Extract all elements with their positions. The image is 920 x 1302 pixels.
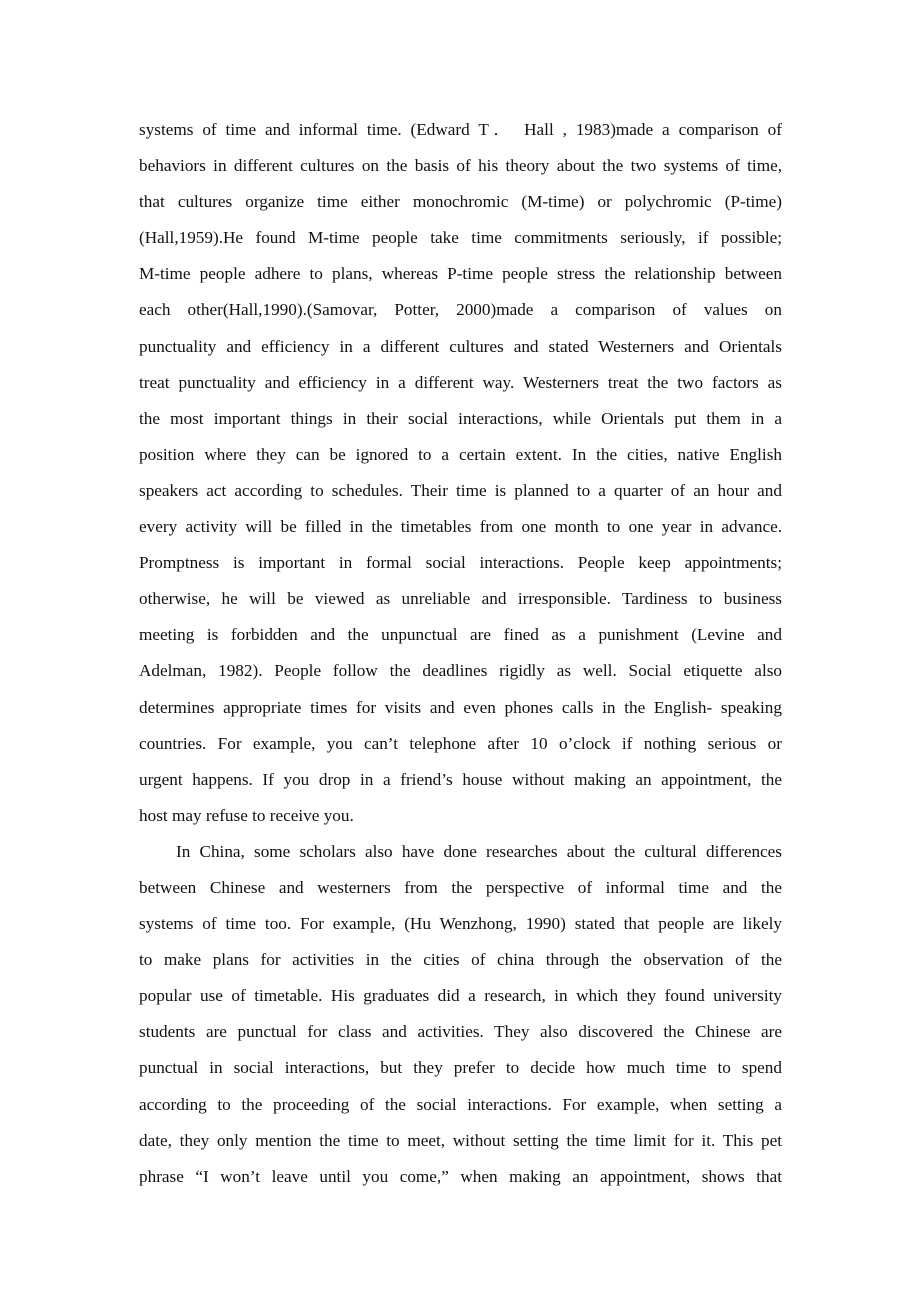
text-line: otherwise, he will be viewed as unreliable and irresponsible. Tardiness to business: [139, 589, 782, 609]
text-line: determines appropriate times for visits and even phones calls in the English- speaking: [139, 697, 782, 717]
text-line: according to the proceeding of the social interactions. For example, when setting a: [139, 1094, 782, 1114]
text-line: M-time people adhere to plans, whereas P-time people stress the relationship between: [139, 264, 782, 284]
body-text: [139, 112, 782, 1195]
text-line: behaviors in different cultures on the basis of his theory about the two systems of time,: [139, 156, 782, 176]
text-line: Adelman, 1982). People follow the deadlines rigidly as well. Social etiquette also: [139, 661, 782, 681]
text-line: between Chinese and westerners from the perspective of informal time and the: [139, 877, 782, 897]
text-line: to make plans for activities in the cities of china through the observation of the: [139, 950, 782, 970]
text-line: speakers act according to schedules. Their time is planned to a quarter of an hour and: [139, 480, 782, 500]
text-line: treat punctuality and efficiency in a different way. Westerners treat the two factors as: [139, 372, 782, 392]
text-line: systems of time and informal time. (Edward T． Hall , 1983)made a comparison of: [139, 120, 782, 139]
text-line: In China, some scholars also have done researches about the cultural differences: [176, 841, 782, 861]
text-line: popular use of timetable. His graduates did a research, in which they found university: [139, 986, 782, 1006]
text-line: date, they only mention the time to meet, without setting the time limit for it. This pet: [139, 1130, 782, 1150]
text-line: position where they can be ignored to a certain extent. In the cities, native English: [139, 444, 782, 464]
text-line: phrase “I won’t leave until you come,” when making an appointment, shows that: [139, 1166, 782, 1186]
text-line: each other(Hall,1990).(Samovar, Potter, 2000)made a comparison of values on: [139, 300, 782, 320]
text-line: host may refuse to receive you.: [139, 805, 354, 825]
text-line: punctuality and efficiency in a different cultures and stated Westerners and Orientals: [139, 336, 782, 356]
text-line: punctual in social interactions, but they prefer to decide how much time to spend: [139, 1058, 782, 1078]
text-line: urgent happens. If you drop in a friend’s house without making an appointment, the: [139, 769, 782, 789]
text-line: every activity will be filled in the timetables from one month to one year in advance.: [139, 517, 782, 537]
paragraph-2: [139, 834, 782, 1195]
text-line: meeting is forbidden and the unpunctual are fined as a punishment (Levine and: [139, 625, 782, 645]
text-line: that cultures organize time either monochromic (M-time) or polychromic (P-time): [139, 192, 782, 212]
paragraph-1: [139, 112, 782, 834]
text-line: countries. For example, you can’t telephone after 10 o’clock if nothing serious or: [139, 733, 782, 753]
text-line: (Hall,1959).He found M-time people take time commitments seriously, if possible;: [139, 228, 782, 248]
text-line: students are punctual for class and activities. They also discovered the Chinese are: [139, 1022, 782, 1042]
text-line: Promptness is important in formal social interactions. People keep appointments;: [139, 553, 782, 573]
text-line: the most important things in their social interactions, while Orientals put them in a: [139, 408, 782, 428]
text-line: systems of time too. For example, (Hu Wenzhong, 1990) stated that people are likely: [139, 914, 782, 934]
